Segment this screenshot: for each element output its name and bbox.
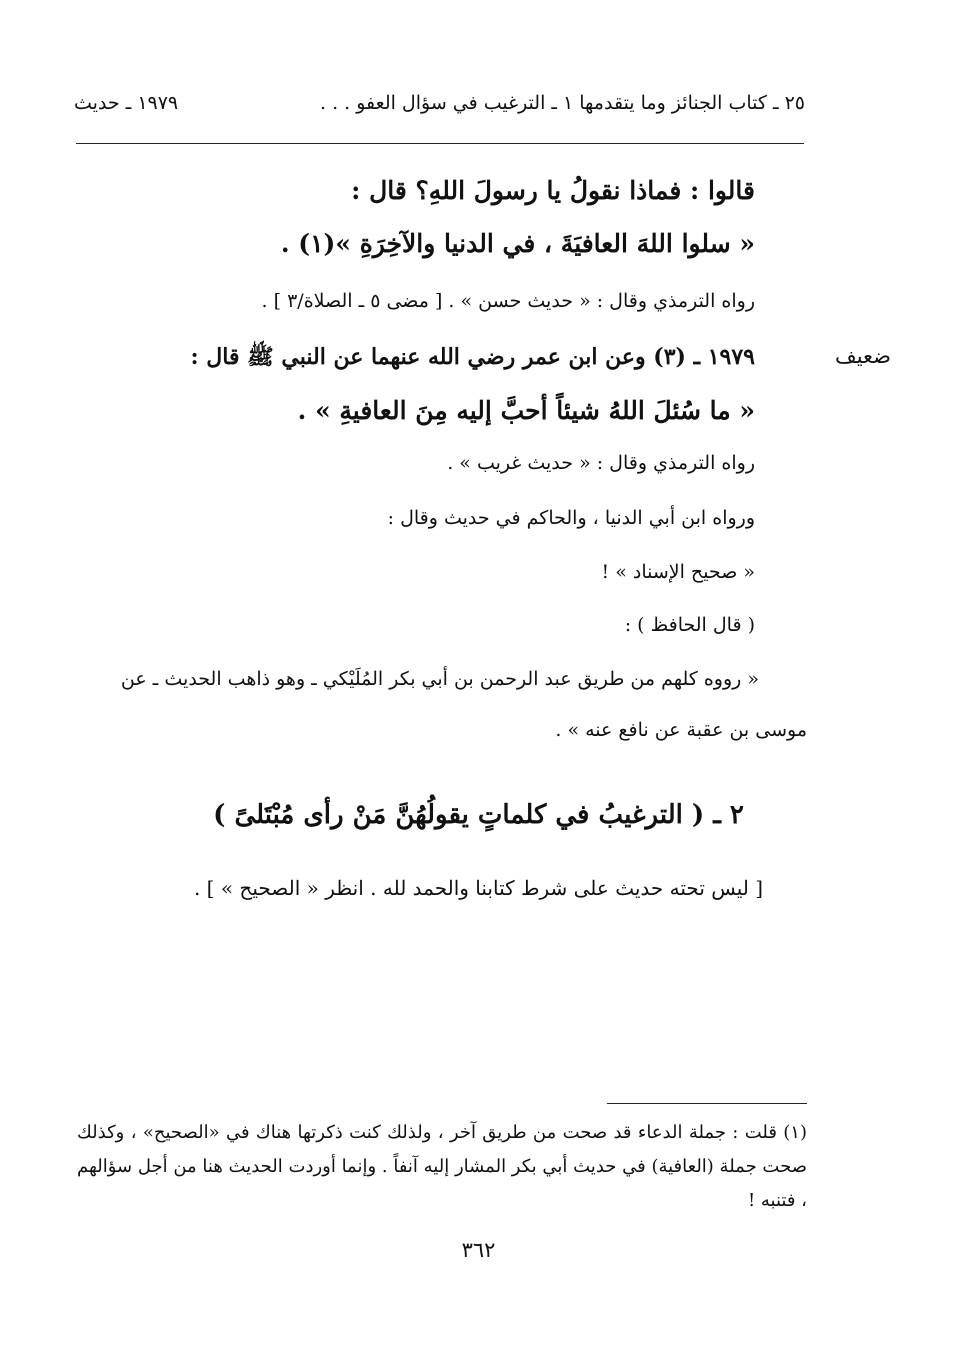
page-number: ٣٦٢ bbox=[461, 1238, 496, 1262]
grade-margin-note: ضعيف bbox=[834, 344, 891, 368]
text-line-6: رواه الترمذي وقال : « حديث غريب » . bbox=[447, 452, 755, 474]
text-line-10: « رووه كلهم من طريق عبد الرحمن بن أبي بكر المُلَيْكي ـ وهو ذاهب الحديث ـ عن bbox=[120, 668, 759, 690]
text-line-2: « سلوا اللهَ العافيَةَ ، في الدنيا والآخِرَةِ »(١) . bbox=[280, 229, 755, 258]
text-line-11: موسى بن عقبة عن نافع عنه » . bbox=[555, 719, 807, 741]
text-line-9: ( قال الحافظ ) : bbox=[624, 614, 755, 636]
running-header-chapter: ٢٥ ـ كتاب الجنائز وما يتقدمها ١ ـ الترغيب في سؤال العفو . . . bbox=[319, 92, 805, 114]
running-header-hadith-number: ١٩٧٩ ـ حديث bbox=[74, 92, 179, 114]
text-line-7: ورواه ابن أبي الدنيا ، والحاكم في حديث وقال : bbox=[387, 507, 755, 529]
text-line-5: « ما سُئلَ اللهُ شيئاً أحبَّ إليه مِنَ العافيةِ » . bbox=[297, 396, 755, 425]
text-line-8: « صحيح الإسناد » ! bbox=[601, 561, 755, 583]
footnote: (١) قلت : جملة الدعاء قد صحت من طريق آخر ، ولذلك كنت ذكرتها هناك في «الصحيح» ، وكذلك صحت جملة (العافية) في حديث أبي بكر المشار إليه آنفاً . وإنما أوردت الحديث هنا من أجل سؤالهم ، فتنبه ! bbox=[77, 1122, 807, 1211]
text-line-1: قالوا : فماذا نقولُ يا رسولَ اللهِ؟ قال : bbox=[351, 176, 755, 205]
section-heading: ٢ ـ ( الترغيبُ في كلماتٍ يقولُهُنَّ مَنْ رأى مُبْتَلىً ) bbox=[213, 800, 744, 830]
footnote-rule bbox=[607, 1103, 807, 1104]
section-note: [ ليس تحته حديث على شرط كتابنا والحمد لله . انظر « الصحيح » ] . bbox=[193, 876, 764, 900]
hadith-1979-line: ١٩٧٩ ـ (٣) وعن ابن عمر رضي الله عنهما عن النبي ﷺ قال : bbox=[190, 344, 755, 370]
header-rule bbox=[76, 143, 804, 144]
text-line-3: رواه الترمذي وقال : « حديث حسن » . [ مضى ٥ ـ الصلاة/٣ ] . bbox=[261, 290, 755, 312]
